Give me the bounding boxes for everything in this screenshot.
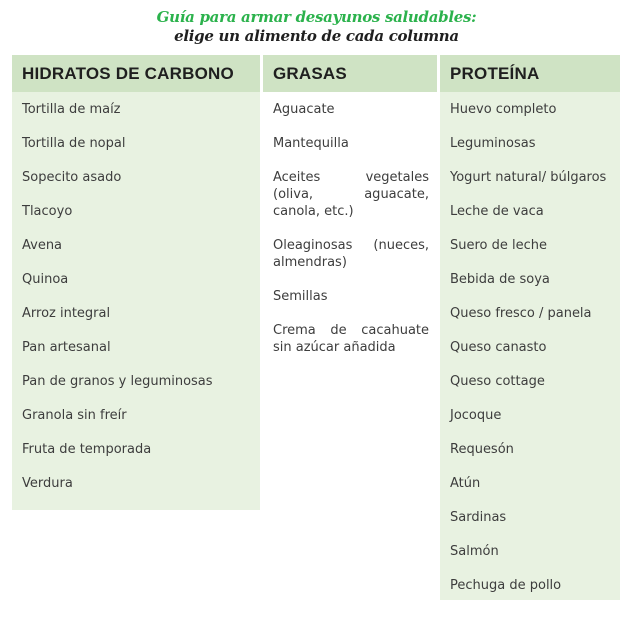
guide-title [0,8,633,46]
list-item: Requesón [450,442,514,457]
column-fats [263,55,437,373]
column-body-carbohydrates [12,92,260,510]
column-carbohydrates [12,55,260,510]
list-item: Leche de vaca [450,204,544,219]
column-protein [440,55,620,600]
list-item: Pechuga de pollo [450,578,562,593]
list-item: Crema de cacahuate sin azúcar añadida [273,323,429,355]
list-item: Aguacate [273,102,335,117]
list-item: Verdura [22,476,73,491]
list-item: Queso canasto [450,340,547,355]
list-item: Salmón [450,544,499,559]
column-header-fats: GRASAS [263,55,437,92]
column-body-protein [440,92,620,600]
list-item: Quinoa [22,272,69,287]
list-item: Pan artesanal [22,340,111,355]
list-item: Huevo completo [450,102,557,117]
list-item: Tlacoyo [22,204,73,219]
list-item: Suero de leche [450,238,548,253]
list-item: Bebida de soya [450,272,550,287]
column-body-fats [263,92,437,356]
list-item: Leguminosas [450,136,536,151]
list-item: Queso fresco / panela [450,306,592,321]
list-item: Sopecito asado [22,170,122,185]
list-item: Yogurt natural/ búlgaros [450,170,607,185]
list-item: Mantequilla [273,136,349,151]
list-item: Fruta de temporada [22,442,152,457]
list-item: Granola sin freír [22,408,127,423]
list-item: Oleaginosas (nueces, almendras) [273,238,429,270]
title-line-1: Guía para armar desayunos saludables: [156,8,477,26]
list-item: Tortilla de maíz [22,102,121,117]
list-item: Jocoque [450,408,502,423]
list-item: Avena [22,238,63,253]
list-item: Atún [450,476,481,491]
list-item: Sardinas [450,510,507,525]
list-item: Arroz integral [22,306,111,321]
list-item: Queso cottage [450,374,545,389]
list-item: Aceites vegetales (oliva, aguacate, canola, etc.) [273,170,429,219]
list-item: Tortilla de nopal [22,136,126,151]
list-item: Semillas [273,289,328,304]
list-item: Pan de granos y leguminosas [22,374,213,389]
column-header-protein: PROTEÍNA [440,55,620,92]
column-header-carbohydrates: HIDRATOS DE CARBONO [12,55,260,92]
title-line-2: elige un alimento de cada columna [174,27,459,45]
